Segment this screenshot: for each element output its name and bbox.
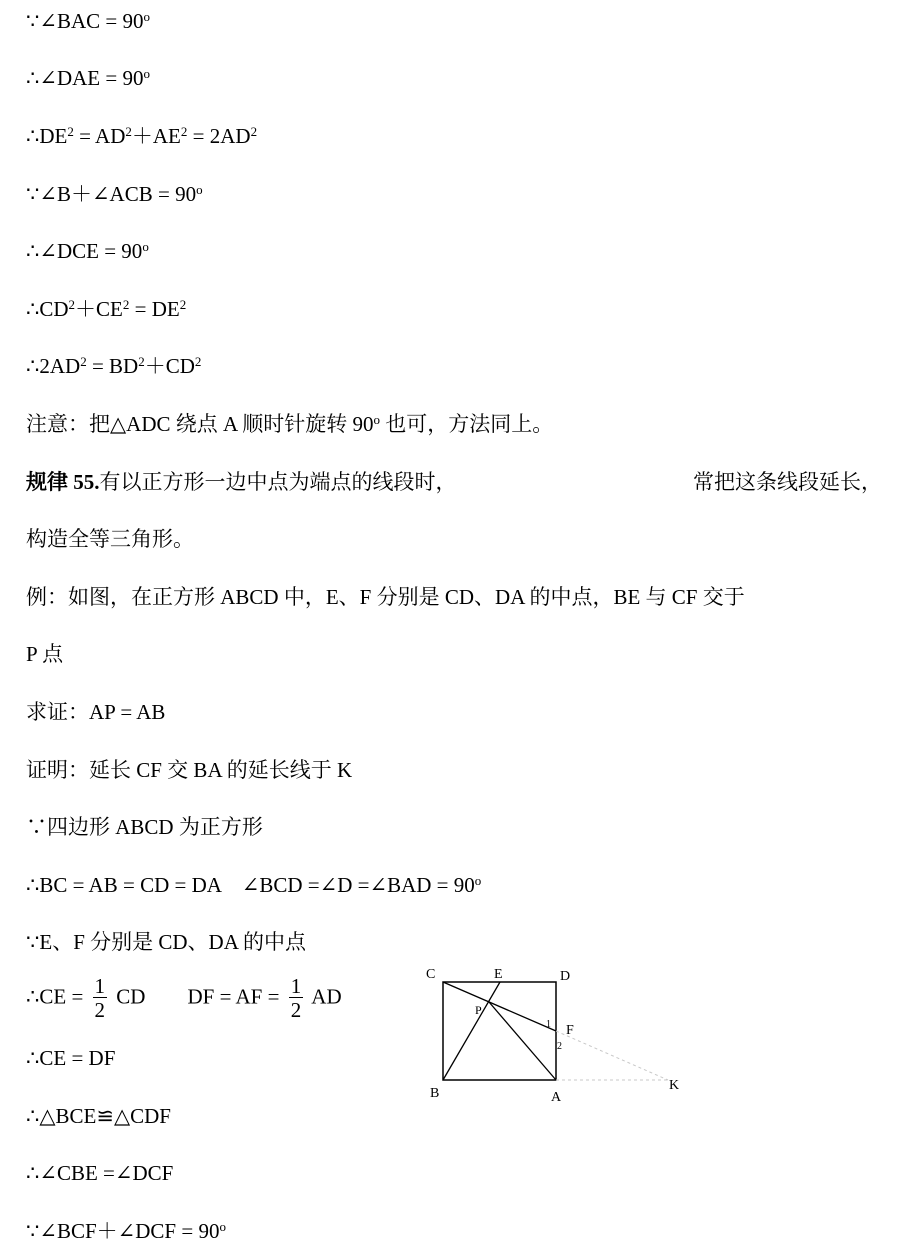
label-a: A — [551, 1090, 562, 1105]
geometry-figure — [420, 960, 700, 1110]
note-line: 注意：把△ADC 绕点 A 顺时针旋转 90$^o$ 也可，方法同上。 — [26, 412, 554, 436]
label-e: E — [494, 967, 503, 982]
proof-line-7: $\therefore 2AD^2 = BD^2+CD^2$ — [26, 354, 202, 378]
label-c: C — [426, 967, 436, 982]
segment-be — [443, 982, 500, 1080]
label-b: B — [430, 1086, 440, 1101]
proof-line-5: ∴∠DCE = $90^o$ — [26, 239, 149, 263]
proof-step-1: ∵四边形 ABCD 为正方形 — [26, 815, 263, 839]
proof-step-5: ∴CE = DF — [26, 1046, 116, 1070]
proof-step-6: ∴△BCE≌△CDF — [26, 1104, 171, 1128]
proof-step-3: ∵E、F 分别是 CD、DA 的中点 — [26, 930, 306, 954]
to-prove-line: 求证：AP = AB — [26, 700, 166, 724]
label-d: D — [560, 969, 571, 984]
label-angle-1: 1 — [546, 1019, 551, 1030]
rule-line-2: 构造全等三角形。 — [26, 527, 194, 551]
proof-step-8: ∵∠BCF＋∠DCF = $90^o$ — [26, 1219, 226, 1243]
proof-start-line: 证明：延长 CF 交 BA 的延长线于 K — [26, 758, 353, 782]
rule-heading: 规律 55.有以正方形一边中点为端点的线段时， — [26, 470, 457, 494]
proof-step-2: ∴BC = AB = CD = DA ∠BCD =∠D =∠BAD = $90^o$ — [26, 873, 482, 897]
label-k: K — [669, 1078, 680, 1093]
example-line: 例：如图，在正方形 ABCD 中，E、F 分别是 CD、DA 的中点，BE 与 CF 交于 — [26, 585, 745, 609]
segment-pa — [489, 1002, 556, 1080]
label-angle-2: 2 — [557, 1041, 562, 1052]
proof-line-2: ∴∠DAE = $90^o$ — [26, 66, 150, 90]
example-line-2: P 点 — [26, 642, 64, 666]
segment-fk-dashed — [556, 1031, 668, 1080]
proof-line-3: $\therefore DE^2 = AD^2+AE^2 = 2AD^2$ — [26, 124, 258, 148]
fraction-half-2: $\frac{1}{2}$ — [290, 974, 302, 1022]
proof-step-7: ∴∠CBE =∠DCF — [26, 1161, 174, 1185]
square-abcd — [443, 982, 556, 1080]
rule-heading-continued: 常把这条线段延长， — [693, 470, 882, 494]
fraction-half-1: $\frac{1}{2}$ — [94, 974, 106, 1022]
label-p: P — [475, 1003, 482, 1017]
segment-cf — [443, 982, 556, 1031]
label-f: F — [566, 1023, 574, 1038]
proof-line-4: ∵∠B＋∠ACB = $90^o$ — [26, 182, 203, 206]
proof-step-4: ∴CE = $\frac{1}{2}$ CD DF = AF = $\frac{1}{2}$ AD — [26, 974, 342, 1022]
rule-number: 规律 55. — [26, 470, 100, 494]
proof-line-6: $\therefore CD^2+CE^2 = DE^2$ — [26, 297, 187, 321]
proof-line-1: ∵∠BAC = $90^o$ — [26, 9, 150, 33]
